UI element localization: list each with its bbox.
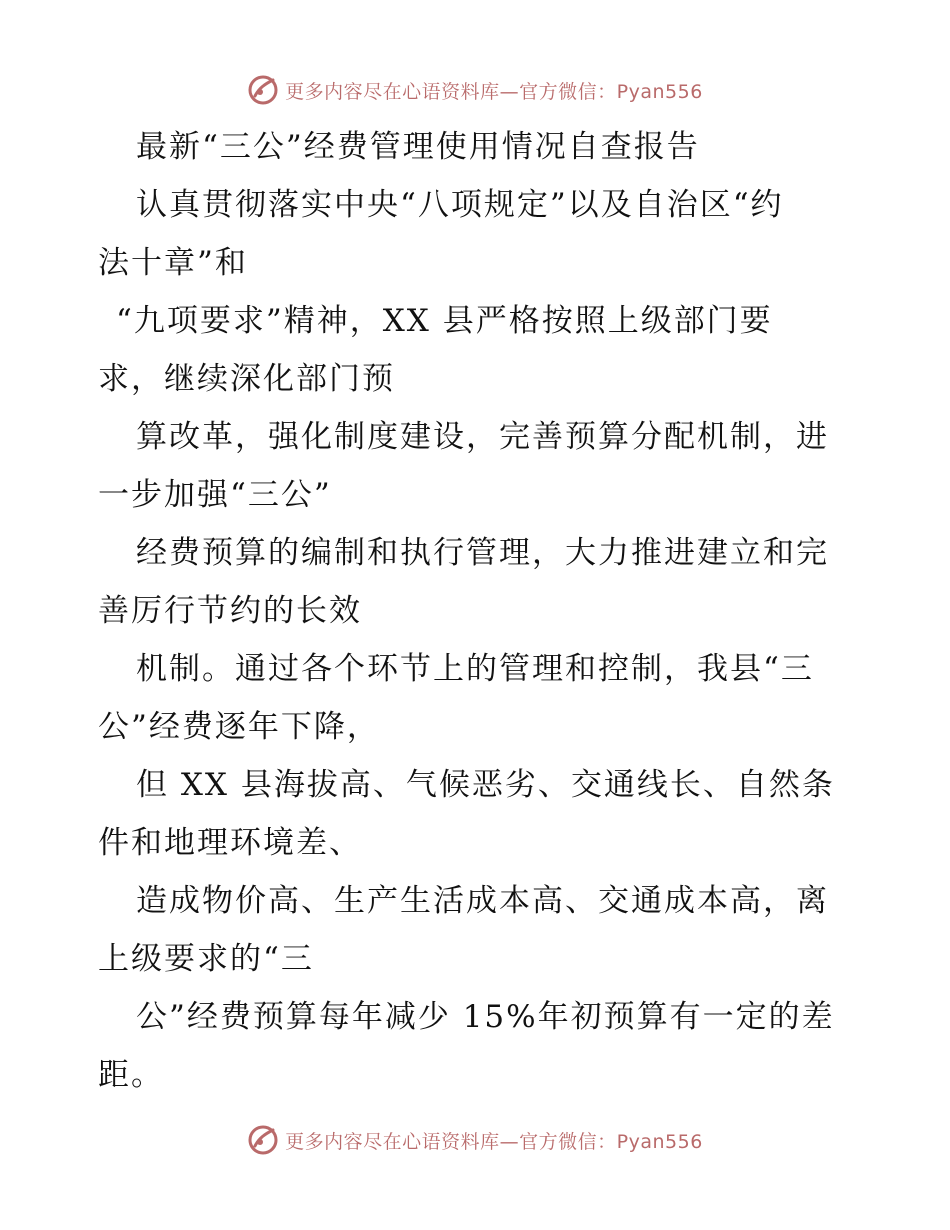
paragraph-line: 法十章”和: [98, 245, 248, 281]
paragraph-line: 一步加强“三公”: [98, 477, 332, 513]
paragraph-line: 但 XX 县海拔高、气候恶劣、交通线长、自然条: [136, 767, 835, 803]
paragraph-line: 公”经费预算每年减少 15%年初预算有一定的差: [136, 999, 835, 1035]
paragraph-line: 上级要求的“三: [98, 941, 314, 977]
report-body: [98, 118, 858, 1104]
paragraph-line: 造成物价高、生产生活成本高、交通成本高，离: [136, 883, 829, 919]
paragraph-line: 认真贯彻落实中央“八项规定”以及自治区“约: [136, 187, 784, 223]
paragraph-line: 算改革，强化制度建设，完善预算分配机制，进: [136, 419, 829, 455]
paragraph-line: 善厉行节约的长效: [98, 593, 362, 629]
paragraph-line: 件和地理环境差、: [98, 825, 362, 861]
brush-seal-icon: [247, 74, 279, 106]
paragraph-line: 经费预算的编制和执行管理，大力推进建立和完: [136, 535, 829, 571]
report-title: 最新“三公”经费管理使用情况自查报告: [136, 129, 700, 165]
header-watermark-text: 更多内容尽在心语资料库—官方微信：Pyan556: [285, 80, 703, 103]
brush-seal-icon: [247, 1124, 279, 1156]
footer-watermark-text: 更多内容尽在心语资料库—官方微信：Pyan556: [285, 1130, 703, 1153]
paragraph-line: 距。: [98, 1057, 164, 1093]
paragraph-line: “九项要求”精神，XX 县严格按照上级部门要: [116, 303, 773, 339]
header-watermark: [0, 72, 950, 108]
footer-watermark: [0, 1122, 950, 1158]
paragraph-line: 机制。通过各个环节上的管理和控制，我县“三: [136, 651, 814, 687]
paragraph-line: 求，继续深化部门预: [98, 361, 395, 397]
paragraph-line: 公”经费逐年下降，: [98, 709, 380, 745]
